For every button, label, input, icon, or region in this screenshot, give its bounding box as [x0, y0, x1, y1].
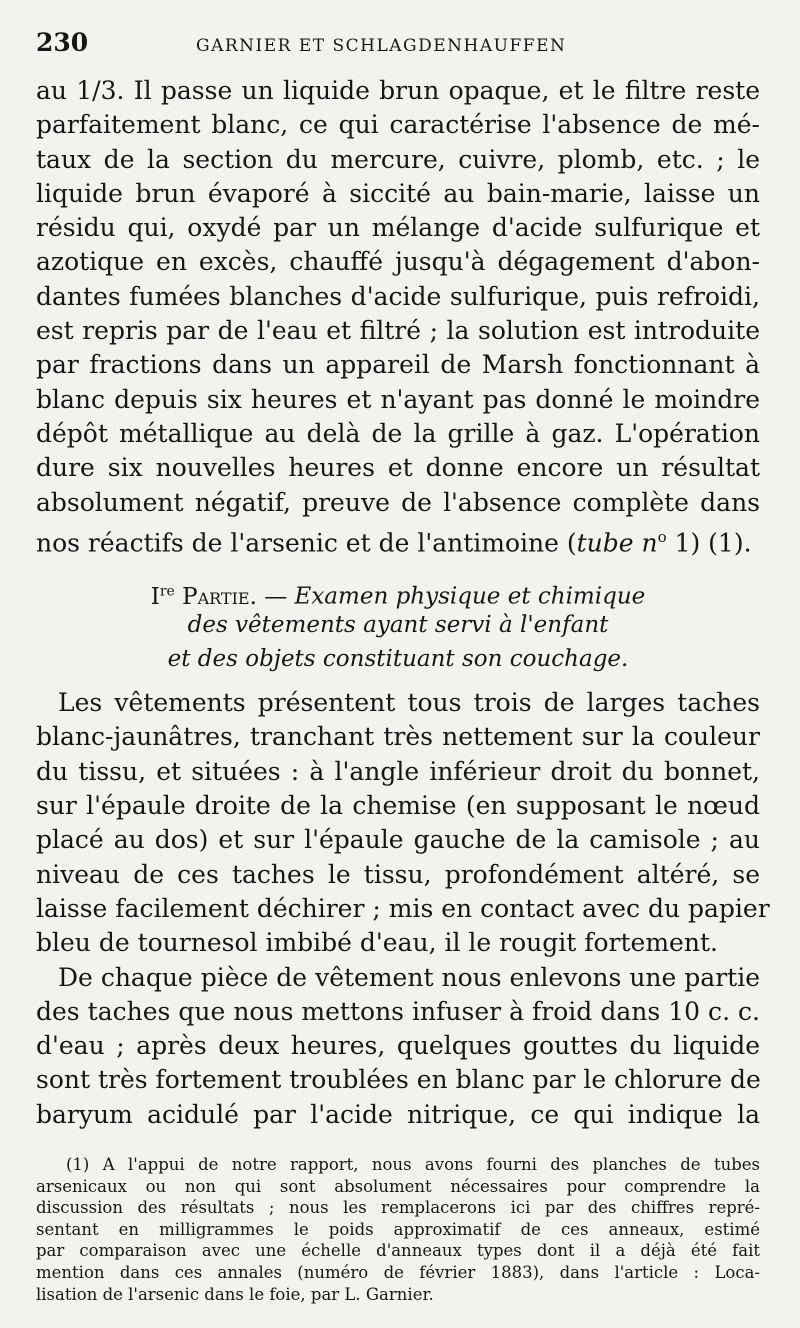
- footnote-line: lisation de l'arsenic dans le foie, par L. Garnier.: [36, 1284, 434, 1304]
- page-number: 230: [36, 28, 89, 57]
- paragraph-3: [36, 961, 760, 1132]
- text-line: d'eau ; après deux heures, quelques gouttes du liquide: [36, 1031, 760, 1061]
- part-label: [151, 584, 295, 610]
- footnote-line: arsenicaux ou non qui sont absolument nécessaires pour comprendre la: [36, 1176, 760, 1196]
- text-line-last: [36, 520, 760, 558]
- text-line: absolument négatif, preuve de l'absence complète dans: [36, 487, 760, 517]
- text-line: dépôt métallique au delà de la grille à gaz. L'opération: [36, 418, 760, 448]
- text-line: par fractions dans un appareil de Marsh fonctionnant à: [36, 350, 760, 380]
- heading-dash: —: [256, 583, 295, 610]
- footnote-line: mention dans ces annales (numéro de février 1883), dans l'article : Loca-: [36, 1262, 760, 1282]
- text-line: sur l'épaule droite de la chemise (en supposant le nœud: [36, 791, 760, 821]
- text-line: baryum acidulé par l'acide nitrique, ce qui indique la: [36, 1099, 760, 1129]
- text-line: niveau de ces taches le tissu, profondément altéré, se: [36, 859, 760, 889]
- heading-title-1: Examen physique et chimique: [294, 583, 646, 610]
- text-line: azotique en excès, chauffé jusqu'à dégagement d'abon-: [36, 247, 760, 277]
- footnote-line: discussion des résultats ; nous les remplacerons ici par des chiffres repré-: [36, 1198, 760, 1218]
- text-line: dure six nouvelles heures et donne encore un résultat: [36, 453, 760, 483]
- footnote-line: par comparaison avec une échelle d'anneaux types dont il a déjà été fait: [36, 1241, 760, 1261]
- text-line: taux de la section du mercure, cuivre, plomb, etc. ; le: [36, 144, 760, 174]
- text-line: dantes fumées blanches d'acide sulfurique, puis refroidi,: [36, 281, 760, 311]
- text-line: liquide brun évaporé à siccité au bain-marie, laisse un: [36, 178, 760, 208]
- running-head: GARNIER ET SCHLAGDENHAUFFEN: [196, 36, 567, 56]
- text-line: parfaitement blanc, ce qui caractérise l'absence de mé-: [36, 110, 760, 140]
- tube-label: tube n: [576, 528, 658, 558]
- text-line: au 1/3. Il passe un liquide brun opaque, et le filtre reste: [36, 76, 760, 105]
- text-line: des taches que nous mettons infuser à froid dans 10 c. c.: [36, 996, 760, 1026]
- part-word: Partie.: [174, 583, 257, 610]
- text-line: placé au dos) et sur l'épaule gauche de la camisole ; au: [36, 825, 760, 855]
- tube-number: 1) (1).: [666, 528, 752, 558]
- text-line: Les vêtements présentent tous trois de larges taches: [58, 688, 760, 718]
- text-line: blanc depuis six heures et n'ayant pas donné le moindre: [36, 384, 760, 414]
- footnote-line: sentant en milligrammes le poids approximatif de ces anneaux, estimé: [36, 1219, 760, 1239]
- section-heading: [36, 574, 760, 676]
- heading-line-3: et des objets constituant son couchage.: [167, 646, 629, 673]
- heading-line-2: des vêtements ayant servi à l'enfant: [187, 612, 609, 639]
- text-line: du tissu, et situées : à l'angle inférieur droit du bonnet,: [36, 756, 760, 786]
- paragraph-2: [36, 686, 770, 960]
- footnote: [36, 1154, 760, 1305]
- part-number: I: [150, 583, 160, 610]
- text-line: De chaque pièce de vêtement nous enlevons une partie: [58, 962, 760, 992]
- text-segment: nos réactifs de l'arsenic et de l'antimoine (: [36, 528, 577, 558]
- text-line: résidu qui, oxydé par un mélange d'acide sulfurique et: [36, 213, 760, 243]
- text-line: laisse facilement déchirer ; mis en contact avec du papier: [36, 893, 770, 923]
- text-line: blanc-jaunâtres, tranchant très nettement sur la couleur: [36, 722, 760, 752]
- paragraph-1: [36, 74, 760, 558]
- footnote-line: (1) A l'appui de notre rapport, nous avons fourni des planches de tubes: [66, 1155, 760, 1175]
- heading-line-1: [36, 574, 760, 608]
- body-text: [36, 74, 770, 1132]
- page-header: [36, 28, 760, 68]
- numero-superscript: o: [657, 527, 667, 546]
- part-superscript: re: [159, 583, 175, 600]
- text-line: est repris par de l'eau et filtré ; la solution est introduite: [36, 316, 760, 346]
- text-line: bleu de tournesol imbibé d'eau, il le rougit fortement.: [36, 928, 718, 958]
- text-line: sont très fortement troublées en blanc par le chlorure de: [36, 1065, 761, 1095]
